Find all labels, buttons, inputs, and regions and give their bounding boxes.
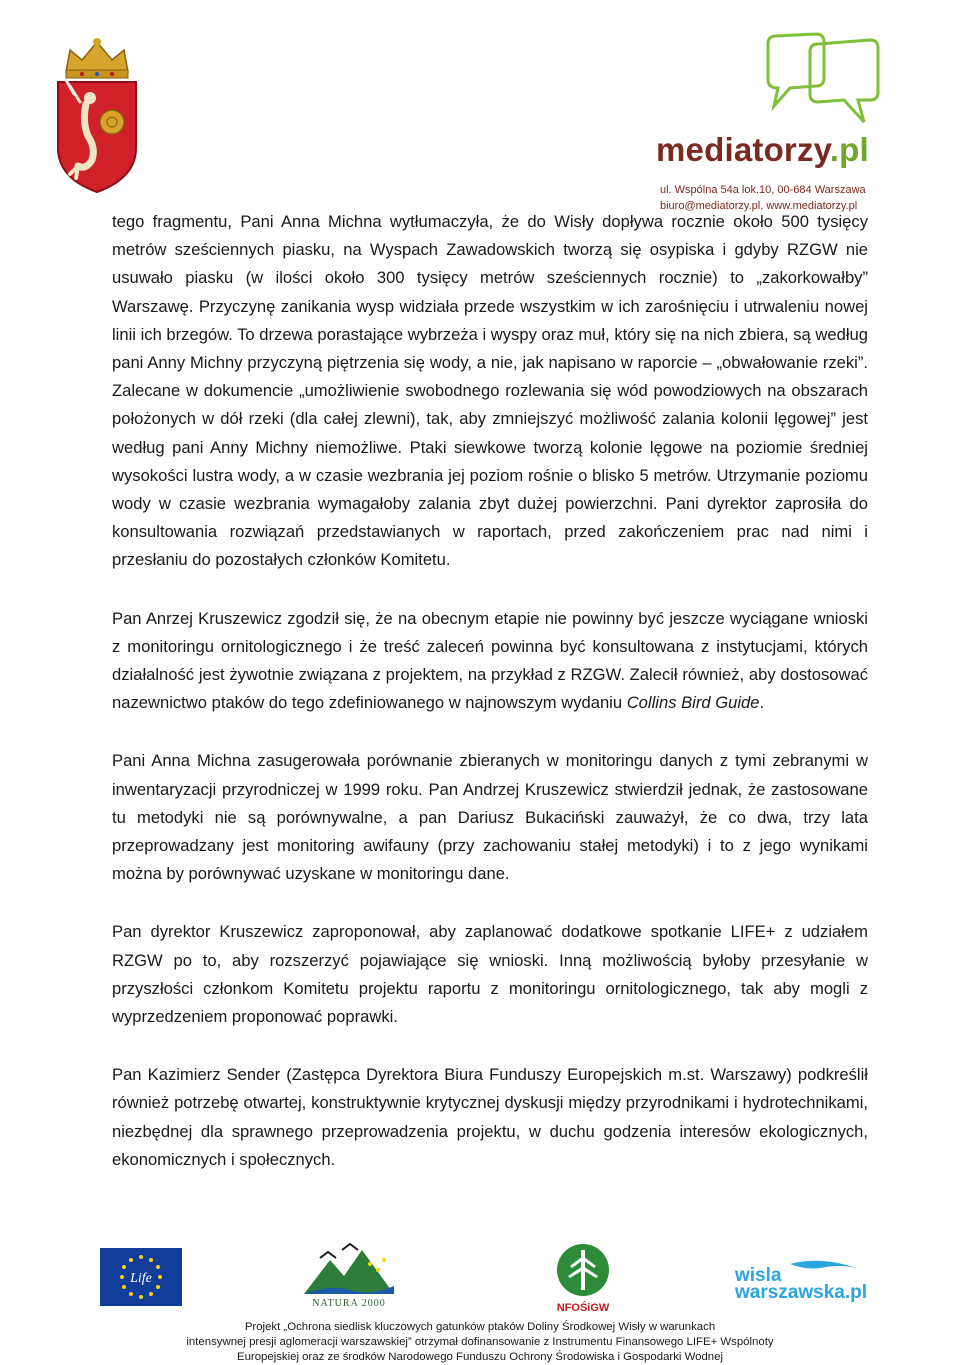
brand-contact: biuro@mediatorzy.pl, www.mediatorzy.pl bbox=[660, 200, 858, 212]
natura-text: NATURA 2000 bbox=[312, 1298, 386, 1309]
wisla-warszawska-logo bbox=[730, 1258, 870, 1310]
paragraph-4: Pan dyrektor Kruszewicz zaproponował, aby zaplanować dodatkowe spotkanie LIFE+ z udziałem RZGW po to, aby rozszerzyć pojawiające się wnioski. Inną możliwością byłoby przesyłanie w przyszłości członkom Komitetu projektu raportu z monitoringu ornitologicznego, tak aby mogli z wyprzedzeniem proponować poprawki. bbox=[112, 922, 868, 1027]
footer-project-note bbox=[140, 1320, 820, 1365]
wisla-text: wisla bbox=[735, 1265, 782, 1286]
footer-line-1: Projekt „Ochrona siedlisk kluczowych gatunków ptaków Doliny Środkowej Wisły w warunkach bbox=[244, 1321, 716, 1333]
paragraph-2: Pan Anrzej Kruszewicz zgodził się, że na obecnym etapie nie powinny być jeszcze wyciągane wnioski z monitoringu ornitologicznego i że treść zaleceń powinna być konsultowana z instytucjami, których działalność jest żywotnie związana z projektem, na przykład z RZGW. Zalecił również, aby dostosować nazewnictwo ptaków do tego zdefiniowanego w najnowszym wydaniu Collins Bird Guide. bbox=[112, 608, 868, 713]
footer-logos bbox=[0, 1240, 960, 1318]
mediatorzy-logo bbox=[650, 30, 900, 212]
paragraph-5: Pan Kazimierz Sender (Zastępca Dyrektora Biura Funduszy Europejskich m.st. Warszawy) podkreślił również potrzebę otwartej, konstruktywnie krytycznej dyskusji między przyrodnikami i hydrotechnikami, niezbędnej dla sprawnego przeprowadzenia projektu, w duchu godzenia interesów ekologicznych, ekonomicznych i społecznych. bbox=[112, 1065, 868, 1169]
life-text: Life bbox=[130, 1271, 152, 1286]
eu-life-logo bbox=[100, 1248, 182, 1306]
speech-bubbles-icon bbox=[760, 30, 885, 135]
document-body bbox=[112, 208, 868, 1174]
paragraph-1: tego fragmentu, Pani Anna Michna wytłumaczyła, że do Wisły dopływa rocznie około 500 tysięcy metrów sześciennych piasku, na Wyspach Zawadowskich tworzą się osypiska i gdyby RZGW nie usuwało piasku (w ilości około 300 tysięcy metrów sześciennych rocznie) to „zakorkowałby” Warszawę. Przyczynę zanikania wysp widziała przede wszystkim w ich zarośnięciu i utrwaleniu nowej linii ich brzegów. To drzewa porastające wybrzeża i wyspy oraz muł, który się na nich zbiera, są według pani Anny Michny przyczyną piętrzenia się wody, a nie, jak napisano w raporcie – „obwałowanie rzeki”. Zalecane w dokumencie „umożliwienie swobodnego rozlewania się wód powodziowych na obszarach położonych w dół rzeki (dla całej zlewni), tak, aby zmniejszyć możliwość zalania kolonii lęgowej” jest według pani Anny Michny niemożliwe. Ptaki siewkowe tworzą kolonie lęgowe na poziomie średniej wysokości lustra wody, a w czasie wezbrania jej poziom rośnie o blisko 5 metrów. Utrzymanie poziomu wody w czasie wezbrania wymagałoby zalania zbyt dużej powierzchni. Pani dyrektor zaprosiła do konsultowania rozwiązań przedstawianych w raportach, przed zakończeniem prac nad nimi i przesłaniu do pozostałych członków Komitetu. bbox=[112, 212, 868, 570]
natura-2000-logo bbox=[300, 1240, 398, 1314]
warsaw-coat-of-arms-icon bbox=[52, 36, 142, 196]
nfosigw-logo bbox=[548, 1242, 618, 1316]
footer-line-2: intensywnej presji aglomeracji warszawskiej” otrzymał dofinansowanie z Instrumentu Finansowego LIFE+ Wspólnoty bbox=[186, 1336, 774, 1348]
brand-address: ul. Wspólna 54a lok.10, 00-684 Warszawa bbox=[660, 184, 866, 196]
paragraph-3: Pani Anna Michna zasugerowała porównanie zbieranych w monitoringu danych z tymi zebranymi w inwentaryzacji przyrodniczej w 1999 roku. Pan Andrzej Kruszewicz stwierdził jednak, że zastosowane tu metodyki nie są porównywalne, a pan Dariusz Bukaciński zauważył, że co dwa, trzy lata przeprowadzany jest monitoring awifauny (przy zachowaniu stałej metodyki) i to z jego wynikami można by porównywać uzyskane w monitoringu dane. bbox=[112, 751, 868, 884]
nfosigw-text: NFOŚiGW bbox=[556, 1302, 610, 1314]
book-title: Collins Bird Guide bbox=[626, 693, 760, 713]
footer-line-3: Europejskiej oraz ze środków Narodowego Funduszu Ochrony Środowiska i Gospodarki Wodnej bbox=[236, 1351, 724, 1363]
brand-name: mediatorzy.pl bbox=[656, 131, 869, 168]
warszawska-text: warszawska.pl bbox=[735, 1282, 868, 1303]
